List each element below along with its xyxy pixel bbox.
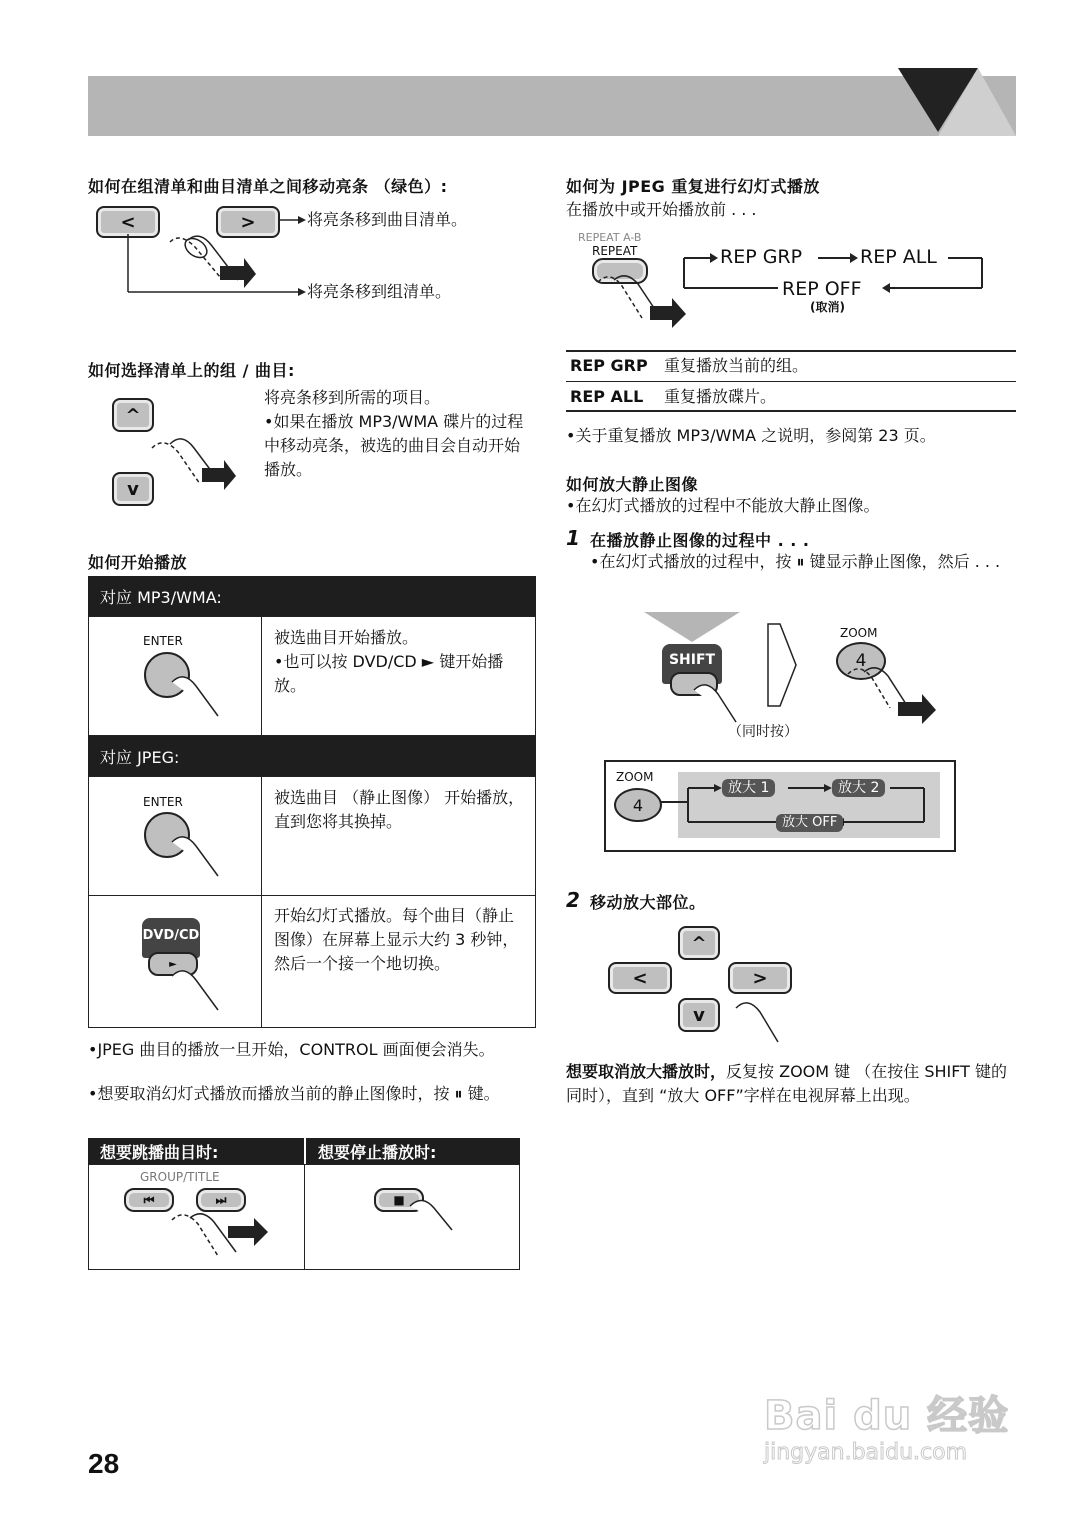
rep-all-desc: 重复播放碟片。 bbox=[664, 387, 777, 406]
pan-left-button[interactable]: < bbox=[608, 962, 672, 994]
stop-button[interactable]: ■ bbox=[374, 1188, 424, 1212]
cancel-zoom-bold: 想要取消放大播放时， bbox=[566, 1062, 727, 1081]
finger-press-icon bbox=[164, 1210, 274, 1266]
section-heading-start-play: 如何开始播放 bbox=[88, 553, 188, 572]
finger-press-icon bbox=[166, 832, 226, 882]
jpeg-header: 对应 JPEG: bbox=[88, 736, 536, 776]
select-item-bullet: •如果在播放 MP3/WMA 碟片的过程中移动亮条，被选的曲目会自动开始播放。 bbox=[264, 412, 524, 479]
left-button[interactable]: < bbox=[96, 206, 160, 238]
enter-label: ENTER bbox=[143, 795, 183, 809]
rep-grp-key: REP GRP bbox=[570, 356, 648, 375]
rep-all-key: REP ALL bbox=[570, 387, 644, 406]
play-button[interactable]: ► bbox=[148, 952, 198, 976]
finger-press-icon bbox=[166, 672, 226, 722]
finger-press-icon bbox=[166, 966, 226, 1016]
select-item-text: 将亮条移到所需的项目。 bbox=[264, 388, 441, 407]
repeat-note: •关于重复播放 MP3/WMA 之说明，参阅第 23 页。 bbox=[566, 426, 936, 445]
cancel-label: (取消) bbox=[810, 300, 845, 314]
label-to-group-list: 将亮条移到组清单。 bbox=[307, 282, 452, 301]
section-heading-select-item: 如何选择清单上的组 / 曲目: bbox=[88, 361, 295, 380]
note-control-disappears: •JPEG 曲目的播放一旦开始，CONTROL 画面便会消失。 bbox=[88, 1040, 495, 1059]
repeat-ab-label: REPEAT A-B bbox=[578, 231, 642, 244]
step2-text: 移动放大部位。 bbox=[590, 893, 706, 912]
dvdcd-button[interactable]: DVD/CD bbox=[142, 918, 200, 958]
label-to-track-list: 将亮条移到曲目清单。 bbox=[307, 210, 468, 229]
pan-down-button[interactable]: v bbox=[678, 998, 720, 1032]
repeat-table-mid bbox=[566, 381, 1016, 382]
rep-grp-desc: 重复播放当前的组。 bbox=[664, 356, 809, 375]
pan-up-button[interactable]: ^ bbox=[678, 926, 720, 960]
cancel-zoom-desc: 反复按 ZOOM 键 （在按住 SHIFT 键的同时），直到 “放大 OFF”字样在电视屏幕上出现。 bbox=[566, 1062, 1008, 1105]
pan-right-button[interactable]: > bbox=[728, 962, 792, 994]
prev-track-button[interactable]: ⏮ bbox=[124, 1188, 174, 1212]
zoom-label: ZOOM bbox=[616, 770, 654, 784]
up-button[interactable]: ^ bbox=[112, 398, 154, 432]
finger-press-icon bbox=[592, 272, 692, 328]
mp3-row-divider bbox=[261, 616, 262, 736]
mp3-text: 被选曲目开始播放。 bbox=[274, 628, 419, 647]
baidu-watermark-url: jingyan.baidu.com bbox=[764, 1440, 968, 1465]
section-heading-zoom: 如何放大静止图像 bbox=[566, 475, 699, 494]
mp3-wma-header: 对应 MP3/WMA: bbox=[88, 576, 536, 616]
simultaneous-label: （同时按） bbox=[728, 724, 798, 740]
rep-off-label: REP OFF bbox=[782, 278, 862, 300]
shift-button[interactable]: SHIFT bbox=[662, 644, 722, 684]
zoom-key[interactable]: 4 bbox=[836, 642, 886, 680]
finger-press-icon bbox=[842, 664, 942, 724]
repeat-label: REPEAT bbox=[592, 244, 638, 258]
section-heading-repeat: 如何为 JPEG 重复进行幻灯式播放 bbox=[566, 177, 820, 196]
zoom-2-badge: 放大 2 bbox=[832, 779, 885, 797]
stop-header: 想要停止播放时: bbox=[304, 1138, 520, 1164]
step2-number: 2 bbox=[566, 888, 580, 912]
skip-header: 想要跳播曲目时: bbox=[88, 1138, 304, 1164]
section-heading-move-highlight: 如何在组清单和曲目清单之间移动亮条 （绿色）: bbox=[88, 177, 448, 196]
note-cancel-slideshow: •想要取消幻灯式播放而播放当前的静止图像时，按 ⏸ 键。 bbox=[88, 1084, 500, 1103]
zoom-1-badge: 放大 1 bbox=[722, 779, 775, 797]
jpeg-row-divider-v bbox=[261, 776, 262, 1028]
skip-stop-divider bbox=[304, 1164, 305, 1270]
finger-press-icon bbox=[730, 998, 790, 1046]
zoom-key-small: 4 bbox=[614, 788, 662, 822]
step1-bullet: •在幻灯式播放的过程中，按 ⏸ 键显示静止图像，然后 . . . bbox=[590, 552, 1001, 571]
mp3-bullet: •也可以按 DVD/CD ► 键开始播放。 bbox=[274, 652, 504, 695]
zoom-note: •在幻灯式播放的过程中不能放大静止图像。 bbox=[566, 496, 880, 515]
next-track-button[interactable]: ⏭ bbox=[196, 1188, 246, 1212]
zoom-label: ZOOM bbox=[840, 626, 878, 640]
jpeg-row-divider-h bbox=[88, 895, 536, 896]
cancel-zoom-text bbox=[566, 1060, 1016, 1108]
step1-text: 在播放静止图像的过程中 . . . bbox=[590, 531, 810, 550]
repeat-table-top bbox=[566, 350, 1016, 352]
corner-triangle-icon bbox=[880, 60, 1020, 140]
zoom-off-badge: 放大 OFF bbox=[776, 814, 843, 832]
group-title-label: GROUP/TITLE bbox=[140, 1170, 220, 1184]
press-down-arrow-icon bbox=[644, 612, 740, 644]
page-number: 28 bbox=[88, 1448, 120, 1479]
finger-press-icon bbox=[160, 232, 260, 292]
step1-number: 1 bbox=[566, 526, 580, 550]
enter-label: ENTER bbox=[143, 634, 183, 648]
slideshow-text: 开始幻灯式播放。每个曲目（静止图像）在屏幕上显示大约 3 秒钟，然后一个接一个地切换。 bbox=[274, 906, 519, 973]
down-button[interactable]: v bbox=[112, 472, 154, 506]
right-button[interactable]: > bbox=[216, 206, 280, 238]
jpeg-text: 被选曲目 （静止图像） 开始播放，直到您将其换掉。 bbox=[274, 788, 525, 831]
repeat-subtext: 在播放中或开始播放前 . . . bbox=[566, 200, 757, 219]
repeat-table-bottom bbox=[566, 410, 1016, 412]
right-arrow-outline-icon bbox=[764, 620, 800, 710]
rep-all-label: REP ALL bbox=[860, 246, 937, 268]
finger-press-icon bbox=[144, 434, 244, 494]
header-bar bbox=[88, 76, 1016, 136]
rep-grp-label: REP GRP bbox=[720, 246, 803, 268]
finger-press-icon bbox=[404, 1196, 464, 1236]
baidu-watermark-logo: Bai du 经验 bbox=[764, 1393, 1010, 1439]
